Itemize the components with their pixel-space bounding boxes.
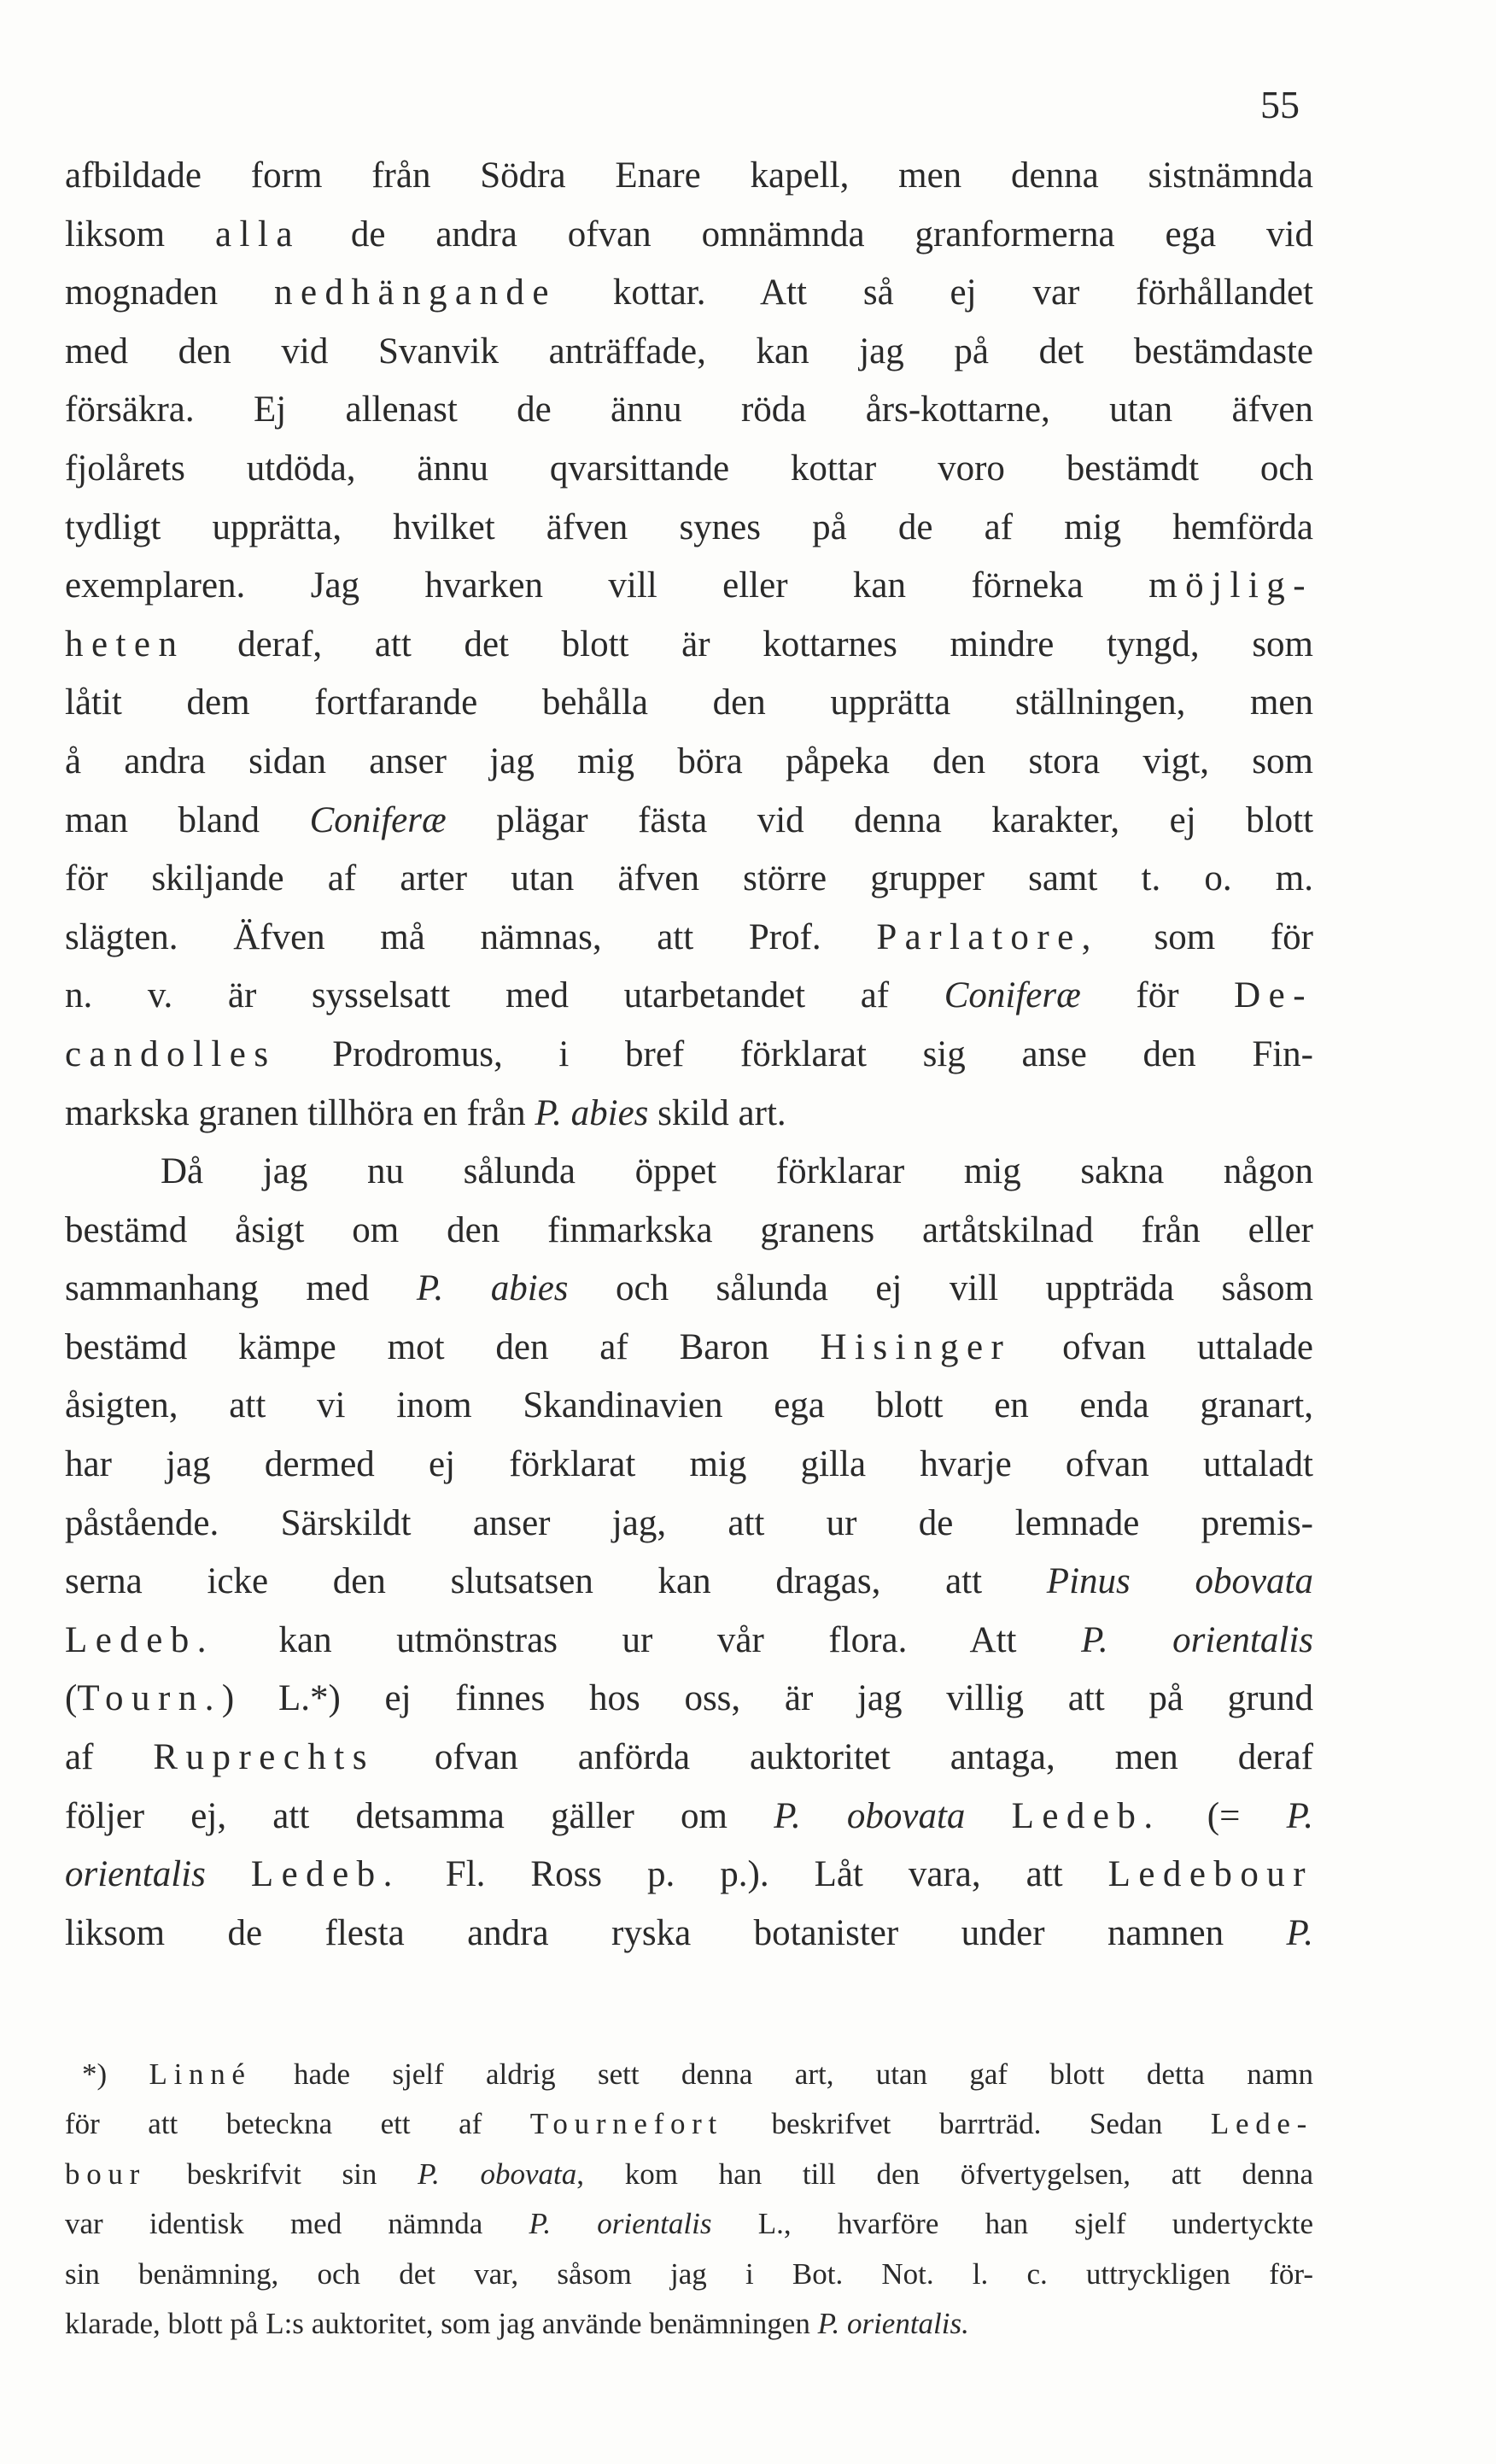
text: klarade, blott på xyxy=(65,2306,259,2340)
text: låtit dem fortfarande behålla den upprätta ställningen, men xyxy=(65,682,1313,723)
text: ofvan anförda auktoritet antaga, men deraf xyxy=(434,1737,1313,1778)
text: bestämd kämpe mot den af Baron xyxy=(65,1326,769,1367)
spaced-text: candolles xyxy=(65,1033,277,1074)
spaced-text: Ledeb. xyxy=(250,1854,400,1895)
text-line xyxy=(65,1085,1313,1144)
text: Fl. Ross p. p.). Låt vara, att xyxy=(445,1854,1063,1895)
text: auktoritet, som jag använde benämningen xyxy=(311,2306,810,2340)
text-line xyxy=(65,674,1313,733)
text: tydligt upprätta, hvilket äfven synes på de af mig hemförda xyxy=(65,506,1313,547)
italic-text: P. abies xyxy=(416,1268,569,1309)
text: mognaden xyxy=(65,272,219,313)
text: kan utmönstras ur vår flora. Att xyxy=(278,1619,1017,1660)
text: å andra sidan anser jag mig böra påpeka den stora vigt, som xyxy=(65,740,1313,781)
text: , kom han till den öfvertygelsen, att denna xyxy=(576,2157,1313,2191)
spaced-text: bour xyxy=(65,2157,146,2191)
text: sammanhang med xyxy=(65,1268,370,1309)
footnote-marker: *) xyxy=(82,2057,108,2091)
spaced-text: De- xyxy=(1234,975,1313,1016)
text-line xyxy=(65,1553,1313,1612)
text-line xyxy=(65,499,1313,558)
text: åsigten, att vi inom Skandinavien ega blott en enda granart, xyxy=(65,1385,1313,1426)
text-line xyxy=(65,206,1313,265)
text: markska granen tillhöra en från xyxy=(65,1092,526,1133)
footnote xyxy=(65,2050,1313,2349)
text-line xyxy=(65,557,1313,616)
spaced-text: Ledebour xyxy=(1107,1854,1313,1895)
text: serna icke den slutsatsen kan dragas, att xyxy=(65,1561,983,1602)
text-line xyxy=(65,1202,1313,1261)
spaced-text: Linné xyxy=(149,2057,252,2091)
spaced-text: Ledeb. xyxy=(65,1619,214,1660)
text: bestämd åsigt om den finmarkska granens artåtskilnad från eller xyxy=(65,1209,1313,1250)
text-line xyxy=(65,967,1313,1026)
text-line xyxy=(65,1260,1313,1319)
spaced-text: nedhängande xyxy=(274,272,557,313)
text: var identisk med nämnda xyxy=(65,2207,483,2241)
text-line xyxy=(65,1788,1313,1847)
text: för xyxy=(1136,975,1179,1016)
text: påstående. Särskildt anser jag, att ur de lemnade premis- xyxy=(65,1502,1313,1543)
text: ( xyxy=(65,1678,78,1719)
footnote-line xyxy=(65,2050,1313,2099)
text: skild art. xyxy=(657,1092,786,1133)
text: deraf, att det blott är kottarnes mindre tyngd, som xyxy=(237,623,1313,664)
text: ofvan uttalade xyxy=(1062,1326,1313,1367)
text-line xyxy=(65,264,1313,323)
text-line xyxy=(65,1670,1313,1729)
body-text xyxy=(65,147,1313,1963)
italic-text: Coniferæ xyxy=(944,975,1081,1016)
footnote-line xyxy=(65,2250,1313,2299)
text: L:s xyxy=(266,2306,304,2340)
text-line xyxy=(65,1143,1313,1202)
text-line xyxy=(65,792,1313,851)
text: de andra ofvan omnämnda granformerna ega vid xyxy=(350,214,1313,255)
text-line xyxy=(65,1436,1313,1495)
footnote-line xyxy=(65,2199,1313,2249)
spaced-text: Lede- xyxy=(1210,2107,1313,2141)
spaced-text: Ruprechts xyxy=(153,1737,375,1778)
text-line xyxy=(65,909,1313,968)
text: för skiljande af arter utan äfven större grupper samt t. o. m. xyxy=(65,858,1313,899)
text: Prodromus, i bref förklarat sig anse den Fin- xyxy=(332,1033,1313,1074)
text: sin benämning, och det var, såsom jag i Bot. Not. l. c. uttryckligen för- xyxy=(65,2256,1313,2291)
text-line xyxy=(65,147,1313,206)
text-line xyxy=(65,616,1313,675)
footnote-line xyxy=(65,2099,1313,2149)
text: n. v. är sysselsatt med utarbetandet af xyxy=(65,975,890,1016)
spaced-text: Tourn. xyxy=(77,1678,222,1719)
italic-text: P. xyxy=(1286,1795,1313,1836)
spaced-text: Parlatore, xyxy=(876,916,1099,957)
text: afbildade form från Södra Enare kapell, men denna sistnämnda xyxy=(65,155,1313,196)
text: följer ej, att detsamma gäller om xyxy=(65,1795,728,1836)
text: (= xyxy=(1207,1795,1241,1836)
text: med den vid Svanvik anträffade, kan jag på det bestämdaste xyxy=(65,331,1313,372)
text-line xyxy=(65,1729,1313,1788)
text: ) L.*) ej finnes hos oss, är jag villig att på grund xyxy=(221,1678,1313,1719)
text-line xyxy=(65,1905,1313,1964)
text: Då jag nu sålunda öppet förklarar mig sakna någon xyxy=(161,1151,1313,1192)
text-line xyxy=(65,1612,1313,1671)
italic-text: P. obovata xyxy=(774,1795,966,1836)
text: plägar fästa vid denna karakter, ej blott xyxy=(496,799,1313,840)
text: har jag dermed ej förklarat mig gilla hvarje ofvan uttaladt xyxy=(65,1444,1313,1485)
italic-text: Pinus obovata xyxy=(1046,1561,1313,1602)
text: försäkra. Ej allenast de ännu röda års-kottarne, utan äfven xyxy=(65,389,1313,430)
text: och sålunda ej vill uppträda såsom xyxy=(615,1268,1313,1309)
text-line xyxy=(65,1377,1313,1436)
text-line xyxy=(65,1846,1313,1905)
text-line xyxy=(65,381,1313,440)
text: för att beteckna ett af xyxy=(65,2107,482,2141)
text: L., hvarföre han sjelf undertyckte xyxy=(757,2207,1313,2241)
spaced-text: Tournefort xyxy=(529,2107,723,2141)
footnote-line xyxy=(65,2150,1313,2199)
spaced-text: Ledeb. xyxy=(1011,1795,1161,1836)
text: exemplaren. Jag hvarken vill eller kan förneka xyxy=(65,565,1084,606)
italic-text: P. orientalis xyxy=(529,2207,712,2241)
spaced-text: möjlig- xyxy=(1148,565,1313,606)
text-line xyxy=(65,850,1313,909)
text: slägten. Äfven må nämnas, att Prof. xyxy=(65,916,821,957)
italic-text: P. orientalis. xyxy=(817,2306,969,2340)
footnote-line xyxy=(65,2299,1313,2349)
spaced-text: alla xyxy=(215,214,301,255)
spaced-text: Hisinger xyxy=(820,1326,1012,1367)
page-number: 55 xyxy=(1260,83,1300,126)
text: liksom xyxy=(65,214,166,255)
italic-text: orientalis xyxy=(65,1854,206,1895)
italic-text: P. orientalis xyxy=(1081,1619,1313,1660)
text-line xyxy=(65,440,1313,499)
text: som för xyxy=(1154,916,1313,957)
text: man bland xyxy=(65,799,260,840)
text-line xyxy=(65,1026,1313,1085)
text-line xyxy=(65,323,1313,382)
text-line xyxy=(65,1319,1313,1378)
italic-text: P. xyxy=(1286,1912,1313,1953)
italic-text: P. abies xyxy=(535,1092,649,1133)
text-line xyxy=(65,733,1313,792)
text: beskrifvit sin xyxy=(186,2157,377,2191)
text: liksom de flesta andra ryska botanister under namnen xyxy=(65,1912,1224,1953)
text: kottar. Att så ej var förhållandet xyxy=(612,272,1313,313)
text: af xyxy=(65,1737,94,1778)
italic-text: P. obovata xyxy=(418,2157,577,2191)
text: beskrifvet barrträd. Sedan xyxy=(771,2107,1163,2141)
spaced-text: heten xyxy=(65,623,185,664)
italic-text: Coniferæ xyxy=(309,799,447,840)
text-line xyxy=(65,1495,1313,1554)
text: fjolårets utdöda, ännu qvarsittande kottar voro bestämdt och xyxy=(65,448,1313,489)
text: hade sjelf aldrig sett denna art, utan gaf blott detta namn xyxy=(293,2057,1313,2091)
